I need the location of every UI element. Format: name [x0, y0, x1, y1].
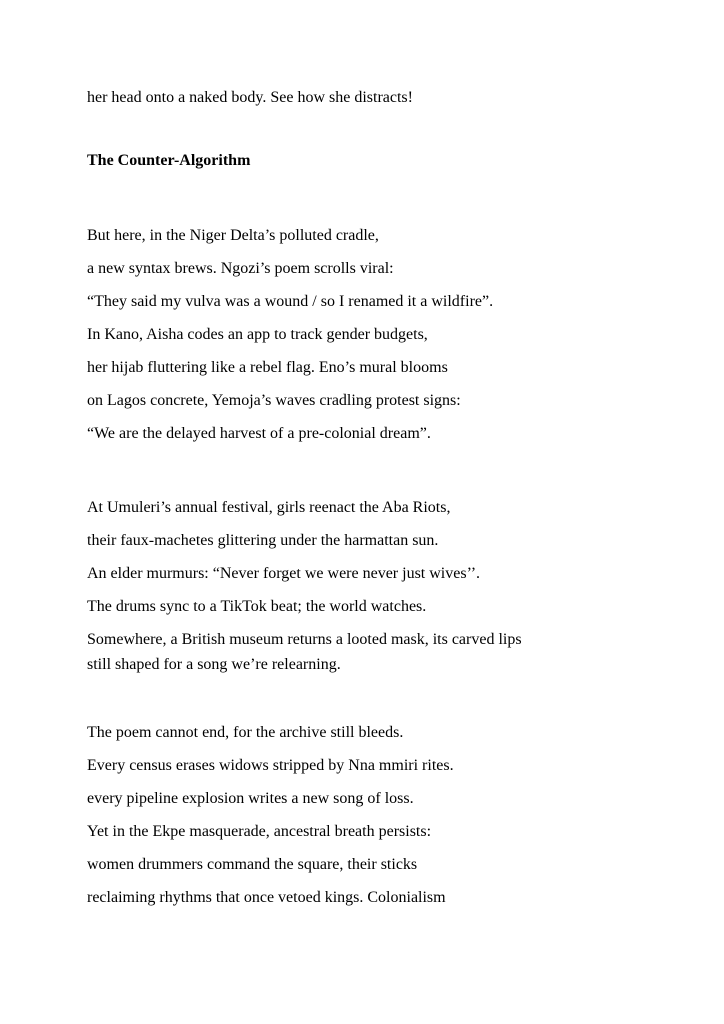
poem-line: But here, in the Niger Delta’s polluted cradle,	[87, 227, 379, 244]
poem-line: her head onto a naked body. See how she distracts!	[87, 89, 413, 106]
poem-line: “We are the delayed harvest of a pre-colonial dream”.	[87, 425, 431, 442]
poem-line: Every census erases widows stripped by Nna mmiri rites.	[87, 757, 454, 774]
poem-heading-block	[87, 144, 664, 177]
stanza-3	[87, 716, 664, 914]
poem-line: The poem cannot end, for the archive still bleeds.	[87, 724, 404, 741]
poem-line: women drummers command the square, their sticks	[87, 856, 418, 873]
poem-line: Somewhere, a British museum returns a looted mask, its carved lips	[87, 631, 522, 648]
stanza-2	[87, 491, 664, 677]
poem-line: At Umuleri’s annual festival, girls reenact the Aba Riots,	[87, 499, 451, 516]
poem-line: a new syntax brews. Ngozi’s poem scrolls viral:	[87, 260, 394, 277]
poem-line: every pipeline explosion writes a new song of loss.	[87, 790, 414, 807]
poem-line: on Lagos concrete, Yemoja’s waves cradling protest signs:	[87, 392, 461, 409]
poem-line: In Kano, Aisha codes an app to track gender budgets,	[87, 326, 428, 343]
poem-line: reclaiming rhythms that once vetoed kings. Colonialism	[87, 889, 446, 906]
poem-line: her hijab fluttering like a rebel flag. Eno’s mural blooms	[87, 359, 448, 376]
poem-line: their faux-machetes glittering under the harmattan sun.	[87, 532, 439, 549]
poem-intro-block	[87, 81, 664, 114]
poem-line: An elder murmurs: “Never forget we were never just wives’’.	[87, 565, 481, 582]
poem-line: still shaped for a song we’re relearning.	[87, 656, 341, 673]
stanza-1	[87, 219, 664, 450]
poem-heading: The Counter-Algorithm	[87, 152, 251, 169]
poem-line: The drums sync to a TikTok beat; the world watches.	[87, 598, 427, 615]
poem-line: “They said my vulva was a wound / so I renamed it a wildfire”.	[87, 293, 494, 310]
poem-line: Yet in the Ekpe masquerade, ancestral breath persists:	[87, 823, 432, 840]
